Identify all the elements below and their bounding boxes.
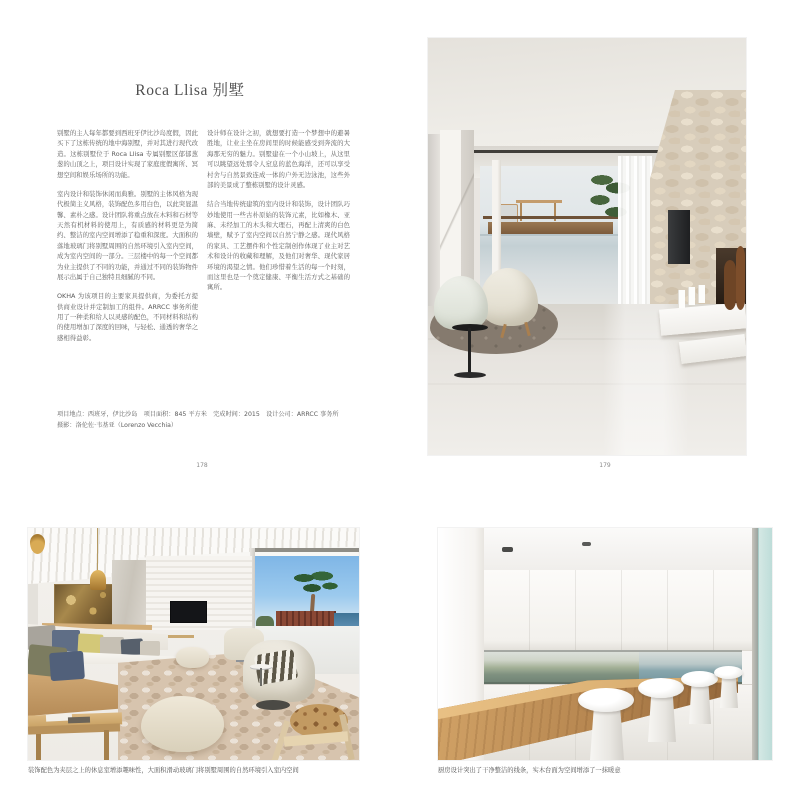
photographer-credit: 摄影：洛伦佐·韦基亚（Lorenzo Vecchia） (57, 421, 178, 429)
ceiling-vent (502, 547, 513, 552)
coffee-table-leg (36, 734, 41, 760)
bar-stool-base (720, 674, 738, 708)
bar-stool-seat (681, 671, 718, 687)
side-table-base (454, 372, 486, 378)
side-table-stem (468, 328, 471, 374)
mirror-panel (112, 560, 148, 626)
palm-tree (290, 566, 338, 598)
bar-stool-seat (578, 688, 634, 712)
sea (334, 613, 359, 627)
candle (688, 287, 695, 305)
sheer-curtain (618, 156, 652, 306)
red-fence (276, 611, 336, 627)
paragraph: OKHA 为该项目的主要家具提供商，为委托方提供商业设计并定制加工的组件。ARRCC 事务所使用了一种柔和给人以灵感的配色，不同材料和结构的使用增加了深度的回味，与轻松、通透的奢华之感相得益彰。 (57, 292, 198, 342)
candle (678, 290, 685, 308)
upper-cabinets (484, 570, 760, 651)
glass-panel-edge (428, 134, 440, 306)
photo-kitchen (438, 528, 772, 760)
candle (698, 285, 705, 303)
cushion (140, 641, 160, 656)
project-info (57, 410, 357, 432)
text-column-right (207, 128, 350, 302)
page-number-right: 179 (599, 462, 611, 469)
door-frame-head (250, 548, 359, 552)
page-number-left: 178 (196, 462, 208, 469)
gold-artwork (54, 584, 114, 626)
text-column-left (57, 128, 198, 352)
paragraph: 设计师在设计之初，就想要打造一个梦想中的避暑胜地，让业主坐在房间里的时候能感受到奔流的大海那无穷的魅力。别墅建在一个小山坡上，从这里可以眺望远处那令人窒息的蓝色海洋，还可以享受村舍与自然景致连成一体的户外无边泳池，这些外部的美景成了整栋别墅的设计灵感。 (207, 129, 350, 189)
aqua-curtain (758, 528, 772, 760)
bar-stool-seat (638, 678, 684, 698)
caption-lounge: 装饰配色为夹层之上的休息室增添趣味性，大面积滑动玻璃门将别墅周围的自然环境引入室内空间 (28, 767, 299, 774)
doorway (28, 584, 38, 630)
page-title: Roca Llisa 别墅 (135, 82, 245, 99)
coffee-table-leg (104, 730, 109, 760)
book-on-table (68, 717, 90, 724)
paragraph: 别墅的主人每年都要到西班牙伊比沙岛度假，因此买下了这栋传统的地中海别墅，并对其进行现代改造。这栋别墅位于 Roca Llisa 专属别墅区郁郁葱葱的山顶之上，项目设计实现了家庭度假寓所、冥想空间和娱乐场所的功能。 (57, 129, 198, 179)
pouf (176, 647, 209, 668)
project-meta: 项目地点：西班牙，伊比沙岛 项目面积：845 平方米 完成时间：2015 设计公司：ARRCC 事务所 (57, 411, 339, 418)
paragraph: 室内设计和装饰休闲而典雅。别墅的主体风格为现代极简主义风格，装饰配色多用白色，以此突显温馨、素朴之感。设计团队将重点放在木料和石材等天然有机材料的使用上，有质感的材料更是为简约、整洁的室内空间增添了稳重和深度。大面积的落地玻璃门将别墅周围的自然环境引入室内空间，成为室内空间的一部分。三层楼中的每一个空间都为业主提供了不同的功能，并通过不同的装饰物件展示出属于自己独特且细腻的不同。 (57, 189, 198, 281)
side-table-stem (260, 668, 262, 686)
photo-lounge (28, 528, 359, 760)
wood-sculpture (724, 260, 736, 310)
brass-pendant-lamp (90, 570, 106, 590)
cushion (49, 651, 85, 681)
photo-living-room-sea-view (428, 38, 746, 455)
ceiling-vent (582, 542, 591, 546)
bar-stool-base (689, 682, 711, 724)
caption-kitchen: 厨房设计突出了干净整洁的线条，实木台面为空间增添了一抹暖意 (438, 767, 621, 774)
bar-stool-base (590, 704, 624, 760)
chair-pedestal (256, 700, 290, 710)
ceiling (438, 528, 772, 570)
tv-screen (170, 601, 207, 623)
wood-sculpture (736, 246, 745, 310)
pendant-cord (97, 528, 98, 572)
tv-screen (668, 210, 690, 264)
paragraph: 结合当地传统建筑的室内设计和装饰，设计团队巧妙地使用一些古朴原始的装饰元素，比如橡木、亚麻、未经加工的木头和大理石，再配上清爽的白色墙壁，赋予了室内空间以自然宁静之感。现代风格的家具、工艺摆件和个性定制创作体现了业主对艺术和设计的收藏和理解，及他们对奢华、现代家居环境的渴望之情。他们珍惜着生活的每一个时刻，而这里也是一个奠定健康、平衡生活方式之基础的寓所。 (207, 200, 350, 292)
bar-stool-seat (714, 666, 743, 679)
pouf (141, 696, 224, 752)
bar-stool-base (648, 692, 676, 742)
